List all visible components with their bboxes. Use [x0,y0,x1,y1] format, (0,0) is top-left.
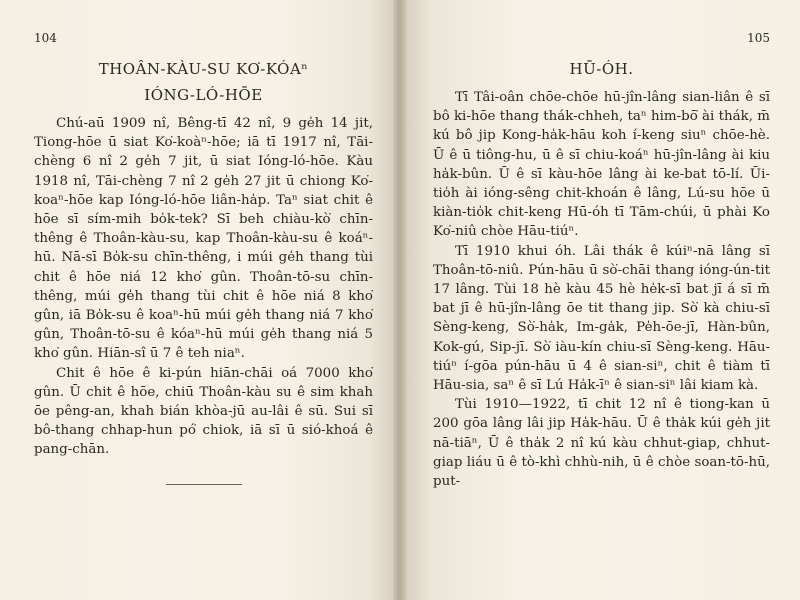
section-body [34,114,373,460]
paragraph: Tùi 1910—1922, tī chit 12 nî ê tiong-kan ū 200 gōa lâng lâi jip Ha̍k-hāu. Ū ê tha̍k kúi ge̍h jit nā-tiāⁿ, Ū ê tha̍k 2 nî kú kàu chhut-giap, chhut-giap liáu ū ê tò-khì chhù-nih, ū ê chòe soan-tō-hū, put- [433,397,770,490]
section-title-line-2: IÓNG-LÓ-HŌE [144,86,263,104]
paragraph: Chit ê hōe ê ki-pún hiān-chāi oá 7000 kho͘ gûn. Ū chit ê hōe, chiū Thoân-kàu su ê sim khah ōe pêng-an, khah bián khòa-jū au-lâi ê sū. Sui sī bô-thang chhap-hun pó͘ chiok, iā sī ū sió-khoá ê pang-chān. [34,365,373,458]
page-number: 105 [747,31,770,45]
paragraph: Tī Tâi-oân chōe-chōe hū-jîn-lâng sian-liân ê sī bô ki-hōe thang thák-chheh, taⁿ him-bō͘ ài thák, m̄ kú bô jip Kong-ha̍k-hāu koh í-keng siuⁿ chōe-hè. Ū ê ū tiông-hu, ū ê sī chiu-koáⁿ hū-jîn-lâng ài kiu ha̍k-bûn. Ū ê sī kàu-hōe lâng ài ke-bat tō-lí. Ūi-tio̍h ài ióng-sêng chit-khoán ê lâng, Lú-su hōe ū kiàn-tio̍k chit-keng Hū-óh tī Tām-chúi, ū phài Ko Ko͘-niû chòe Hāu-tiúⁿ. [433,90,770,240]
book-gutter [393,0,407,600]
section-title: HŪ-ÓH. [569,60,634,78]
section-end-divider [166,484,242,485]
left-page [0,0,393,600]
paragraph: Chú-aū 1909 nî, Bêng-tī 42 nî, 9 ge̍h 14 jit, Tiong-hōe ū siat Ko͘-koàⁿ-hōe; iā tī 1917 nî, Tāi-chèng 6 nî 2 ge̍h 7 jit, ū siat Ióng-ló-hōe. Kàu 1918 nî, Tāi-chèng 7 nî 2 ge̍h 27 jit ū chiong Ko͘-koaⁿ-hōe kap Ióng-ló-hōe liân-ha̍p. Taⁿ siat chit ê hōe sī sím-mih bo̍k-tek? Sī beh chiàu-kò͘ chīn-thêng ê Thoân-kàu-su, kap Thoân-kàu-su ê koáⁿ-hū. Nā-sī Bo̍k-su chīn-thêng, i múi ge̍h thang tùi chit ê hōe niá 12 kho͘ gûn. Thoân-tō-su chīn-thêng, múi ge̍h thang tùi chit ê hōe niá 8 kho͘ gûn, iā Bo̍k-su ê koaⁿ-hū múi ge̍h thang niá 7 kho͘ gûn, Thoân-tō-su ê kóaⁿ-hū múi ge̍h thang niá 5 kho͘ gûn. Hiān-sî ū 7 ê teh niaⁿ. [34,116,373,362]
section-title: THOÂN-KÀU-SU KO͘-KÓAⁿ [98,60,309,78]
right-page [407,0,800,600]
page-number: 104 [34,31,57,45]
section-body [433,88,770,491]
paragraph: Tī 1910 khui óh. Lâi thák ê kúiⁿ-nā lâng sī Thoân-tō-niû. Pún-hāu ū sò͘-chāi thang ióng-ún-tit 17 lâng. Tùi 18 hè kàu 45 hè he̍k-sī bat jī á sī m̄ bat jī ê hū-jîn-lâng ōe tit thang jip. Sò͘ kà chiu-sī Sèng-keng, Sò͘-ha̍k, Im-ga̍k, Pe̍h-ōe-jī, Hàn-bûn, Kok-gú, Sip-jī. Sò͘ iàu-kín chiu-sī Sèng-keng. Hāu-tiúⁿ í-gōa pún-hāu ū 4 ê sian-siⁿ, chit ê tiàm tī Hāu-sia, saⁿ ê sī Lú Ha̍k-īⁿ ê sian-siⁿ lâi kiam kà. [433,243,770,394]
